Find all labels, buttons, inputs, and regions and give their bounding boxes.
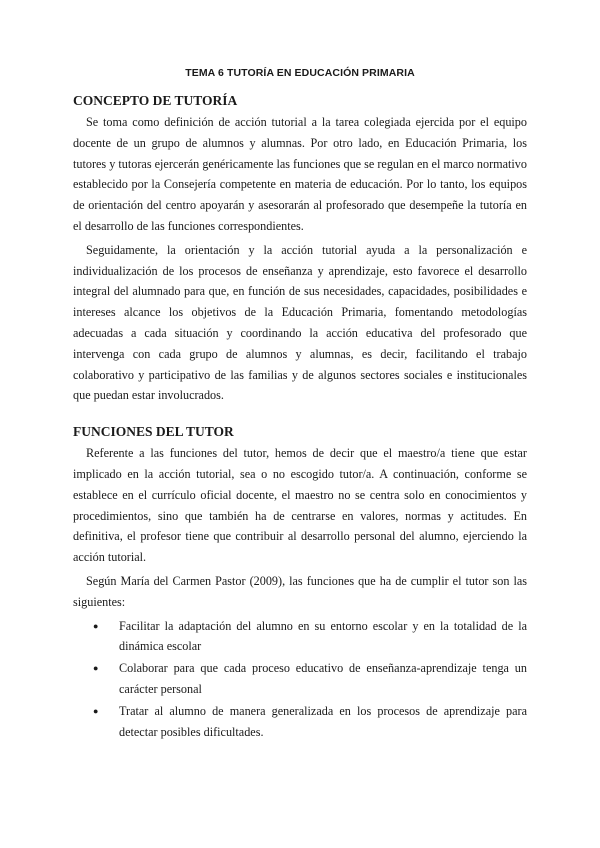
document-page: [73, 66, 527, 743]
paragraph: Seguidamente, la orientación y la acción tutorial ayuda a la personalización e individualización de los procesos de enseñanza y aprendizaje, esto favorece el desarrollo integral del alumnado para que, en función de sus necesidades, capacidades, posibilidades e intereses alcance los objetivos de la Educación Primaria, fomentando metodologías adecuadas a cada situación y coordinando la acción educativa del profesorado que intervenga con cada grupo de alumnos y alumnas, es decir, facilitando el trabajo colaborativo y participativo de las familias y de algunos sectores sociales e institucionales que puedan estar involucrados.: [73, 242, 527, 403]
list-item: [93, 616, 527, 658]
list-item-text: Colaborar para que cada proceso educativo de enseñanza-aprendizaje tenga un carácter personal: [119, 661, 527, 696]
section-heading: FUNCIONES DEL TUTOR: [73, 424, 234, 440]
list-item: [93, 658, 527, 700]
paragraph: Se toma como definición de acción tutorial a la tarea colegiada ejercida por el equipo docente de un grupo de alumnos y alumnas. Por otro lado, en Educación Primaria, los tutores y tutoras ejercerán genéricamente las funciones que se regulan en el marco normativo establecido por la Consejería competente en materia de educación. Por lo tanto, los equipos de orientación del centro apoyarán y asesorarán al profesorado que desempeñe la tutoría en el desarrollo de las funciones correspondientes.: [73, 115, 527, 233]
document-title: TEMA 6 TUTORÍA EN EDUCACIÓN PRIMARIA: [185, 67, 415, 79]
section-heading: CONCEPTO DE TUTORÍA: [73, 93, 238, 108]
section-concepto-tutoria: [73, 92, 527, 406]
paragraph: Según María del Carmen Pastor (2009), las funciones que ha de cumplir el tutor son las siguientes:: [73, 573, 527, 609]
tutor-functions-list: [73, 616, 527, 743]
list-item: [93, 701, 527, 743]
section-funciones-tutor: [73, 423, 527, 742]
section-spacer: [73, 409, 527, 423]
paragraph: Referente a las funciones del tutor, hemos de decir que el maestro/a tiene que estar implicado en la acción tutorial, sea o no escogido tutor/a. A continuación, conforme se establece en el currículo oficial docente, el maestro no se centra solo en conocimientos y procedimientos, sino que también ha de centrarse en valores, normas y actitudes. En definitiva, el profesor tiene que contribuir al desarrollo personal del alumno, ejerciendo la acción tutorial.: [73, 446, 527, 565]
bullet-icon: ●: [93, 705, 99, 716]
bullet-icon: ●: [93, 663, 99, 674]
bullet-icon: ●: [93, 620, 99, 631]
list-item-text: Tratar al alumno de manera generalizada en los procesos de aprendizaje para detectar posibles dificultades.: [119, 703, 527, 739]
list-item-text: Facilitar la adaptación del alumno en su entorno escolar y en la totalidad de la dinámica escolar: [119, 618, 527, 654]
